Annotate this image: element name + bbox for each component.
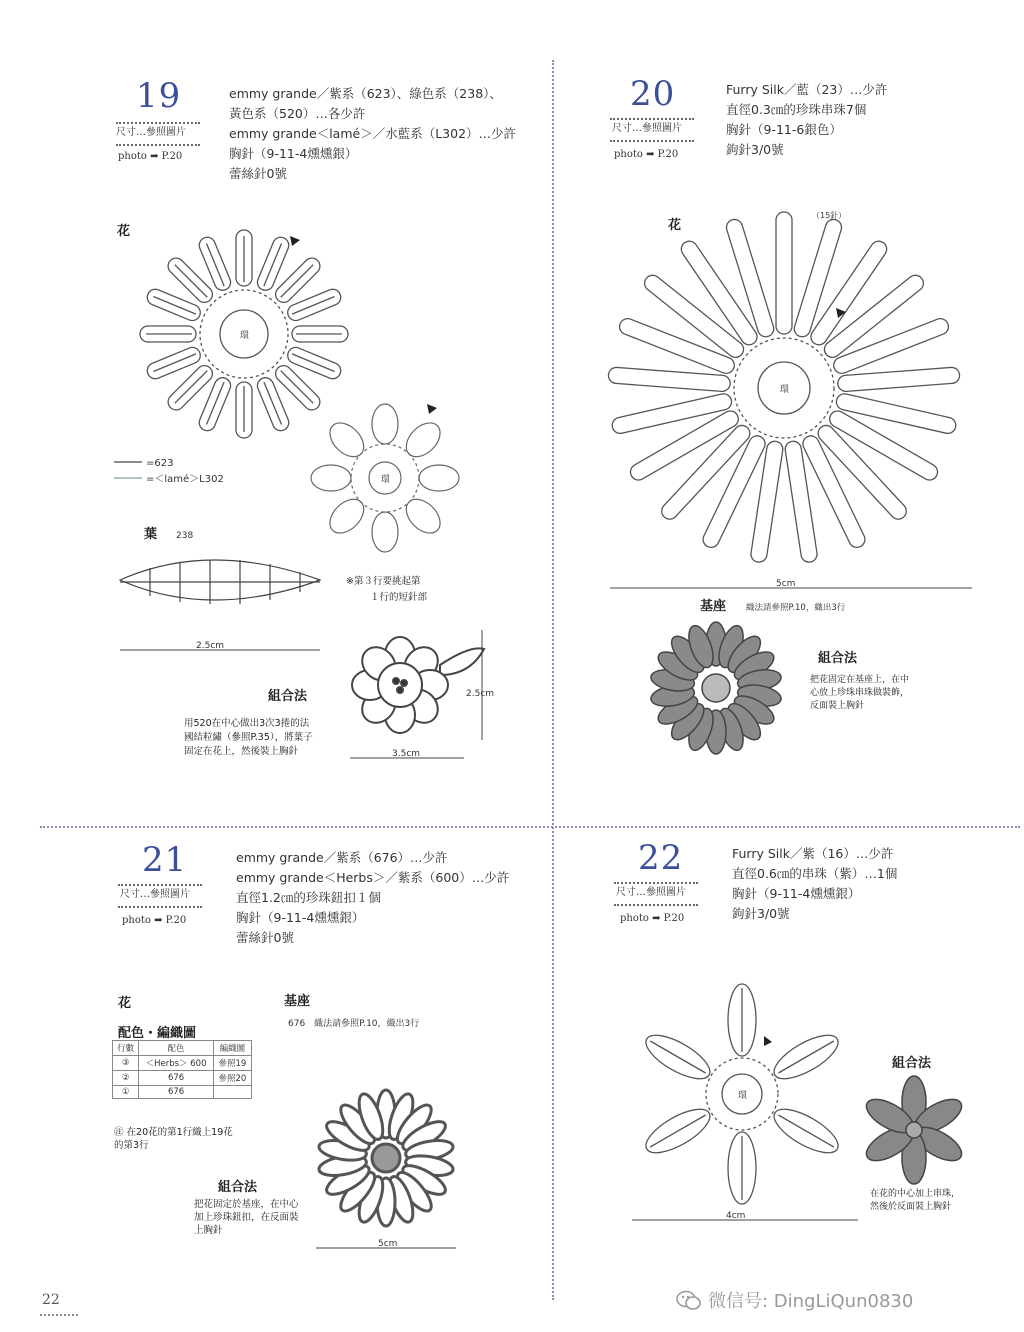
wechat-icon [676,1289,702,1311]
assembly-label: 組合法 [218,1180,258,1195]
dotted-rule [118,906,202,908]
stitch-note: （15針） [812,211,847,220]
assembly-label: 組合法 [892,1056,932,1071]
page-number: 22 [42,1292,60,1308]
material-line: emmy grande＜Herbs＞／紫系（600）…少許 [236,870,510,885]
base-flower [649,622,782,754]
material-line: Furry Silk／紫（16）…少許 [732,846,894,861]
dim-height: 2.5cm [466,689,495,699]
dotted-rule [614,904,698,906]
watermark [676,1287,913,1313]
legend-623: =623 [146,458,174,469]
leaf-color: 238 [176,531,194,541]
material-line: 胸針（9-11-4燻燻銀） [229,146,358,161]
pattern-20-number: 20 [630,74,676,114]
size-label: 尺寸…參照圖片 [616,887,686,898]
dotted-rule [118,884,202,886]
materials-list [732,844,897,924]
material-line: 蕾絲針0號 [236,930,294,945]
table-header: 配色 [139,1041,213,1056]
photo-reference: photo ➡ P.20 [620,913,685,924]
assembly-line: 固定在花上，然後裝上胸針 [184,746,299,757]
table-row [113,1056,252,1071]
row-color: 676 [139,1086,213,1099]
table-row [113,1071,252,1086]
pattern-21-base-flower [300,1080,480,1260]
assembly-line: 然後於反面裝上胸針 [870,1202,952,1212]
material-line: 直徑0.6㎝的串珠（紫）…1個 [732,866,898,881]
dotted-rule [614,882,698,884]
photo-reference: photo ➡ P.20 [118,151,183,162]
materials-list [229,84,516,184]
start-marker [290,236,300,246]
assembly-text [870,1188,960,1214]
base-note: 676 織法請參照P.10，織出3行 [288,1019,420,1029]
legend-lame: =＜lamé＞L302 [146,474,224,485]
assembly-line: 心放上珍珠串珠做裝飾， [810,688,910,698]
dotted-rule [610,140,694,142]
material-line: 直徑0.3㎝的珍珠串珠7個 [726,102,867,117]
row-color: ＜Herbs＞ 600 [139,1056,213,1071]
pattern-21-number: 21 [142,840,188,880]
pattern-22-number: 22 [638,838,684,878]
row3-note-2: １行的短針部 [370,592,428,603]
material-line: 胸針（9-11-4燻燻銀） [236,910,365,925]
ring-label: 環 [780,385,790,395]
row-number: ② [113,1071,139,1086]
assembly-line: 國結粒繡（參照P.35），將葉子 [184,732,313,743]
flower-label: 花 [117,224,131,239]
material-line: 胸針（9-11-6銀色） [726,122,842,137]
dim-width: 3.5cm [392,749,421,759]
size-label: 尺寸…參照圖片 [612,123,682,134]
assembly-line: 把花固定於基座，在中心 [194,1199,299,1210]
size-label: 尺寸…參照圖片 [120,889,190,900]
assembly-line: 把花固定在基座上，在中 [810,675,910,685]
assembly-line: 加上珍珠鈕扣，在反面裝 [194,1212,299,1223]
pattern-20-diagrams [596,200,1016,820]
row-color: 676 [139,1071,213,1086]
assembled-brooch [352,637,484,733]
table-note-line: 的第3行 [114,1140,149,1151]
row-chart: 參照20 [213,1071,251,1086]
base-label: 基座 [284,994,311,1009]
table-note [114,1126,233,1152]
row-chart [213,1086,251,1099]
dim-width: 5cm [378,1239,398,1249]
assembly-line: 用520在中心做出3次3捲的法 [184,718,310,729]
material-line: 蕾絲針0號 [229,166,287,181]
assembly-line: 在花的中心加上串珠， [870,1189,961,1199]
assembly-label: 組合法 [818,651,858,666]
table-header: 編織圖 [213,1041,251,1056]
material-line: emmy grande／紫系（676）…少許 [236,850,448,865]
dim-width: 4cm [726,1211,746,1221]
material-line: emmy grande／紫系（623）、綠色系（238）、 [229,86,502,101]
material-line: 胸針（9-11-4燻燻銀） [732,886,861,901]
dotted-rule [116,122,200,124]
watermark-text: 微信号: DingLiQun0830 [708,1291,914,1312]
ring-label: 環 [381,475,391,485]
photo-reference: photo ➡ P.20 [614,149,679,160]
dotted-rule [610,118,694,120]
leaf-width: 2.5cm [196,641,225,651]
assembly-label: 組合法 [268,689,308,704]
material-line: Furry Silk／藍（23）…少許 [726,82,888,97]
table-row [113,1086,252,1099]
leaf-label: 葉 [144,527,158,542]
leaf-chart [120,560,320,604]
photo-reference: photo ➡ P.20 [122,915,187,926]
vertical-divider [552,60,554,1300]
row3-note-1: ※第３行要挑起第 [346,576,421,587]
assembly-text [194,1198,299,1237]
ring-label: 環 [738,1091,748,1101]
table-header: 行數 [113,1041,139,1056]
material-line: 直徑1.2㎝的珍珠鈕扣１個 [236,890,381,905]
table-note-line: ㊟ 在20花的第1行織上19花 [114,1127,233,1138]
pattern-19-diagrams [110,210,550,850]
base-label: 基座 [700,599,727,614]
base-note: 織法請參照P.10，織出3行 [746,603,846,613]
row-chart: 參照19 [213,1056,251,1071]
pattern-19-number: 19 [136,76,182,116]
material-line: 鉤針3/0號 [732,906,790,921]
dotted-rule [116,144,200,146]
materials-list [236,848,509,948]
row-number: ① [113,1086,139,1099]
material-line: 黃色系（520）…各少許 [229,106,366,121]
assembled-flower [861,1076,967,1184]
assembly-line: 反面裝上胸針 [810,701,865,711]
color-chart-label: 配色・編織圖 [118,1026,197,1041]
flower-label: 花 [118,996,132,1011]
color-chart-table [112,1040,252,1099]
row-number: ③ [113,1056,139,1071]
page-number-rule [40,1314,78,1316]
material-line: 鉤針3/0號 [726,142,784,157]
materials-list [726,80,887,160]
ring-label: 環 [240,331,250,341]
assembly-line: 上胸針 [194,1225,223,1236]
flower-label: 花 [668,218,682,233]
dim-width: 5cm [776,579,796,589]
size-label: 尺寸…參照圖片 [116,127,186,138]
material-line: emmy grande＜lamé＞／水藍系（L302）…少許 [229,126,517,141]
